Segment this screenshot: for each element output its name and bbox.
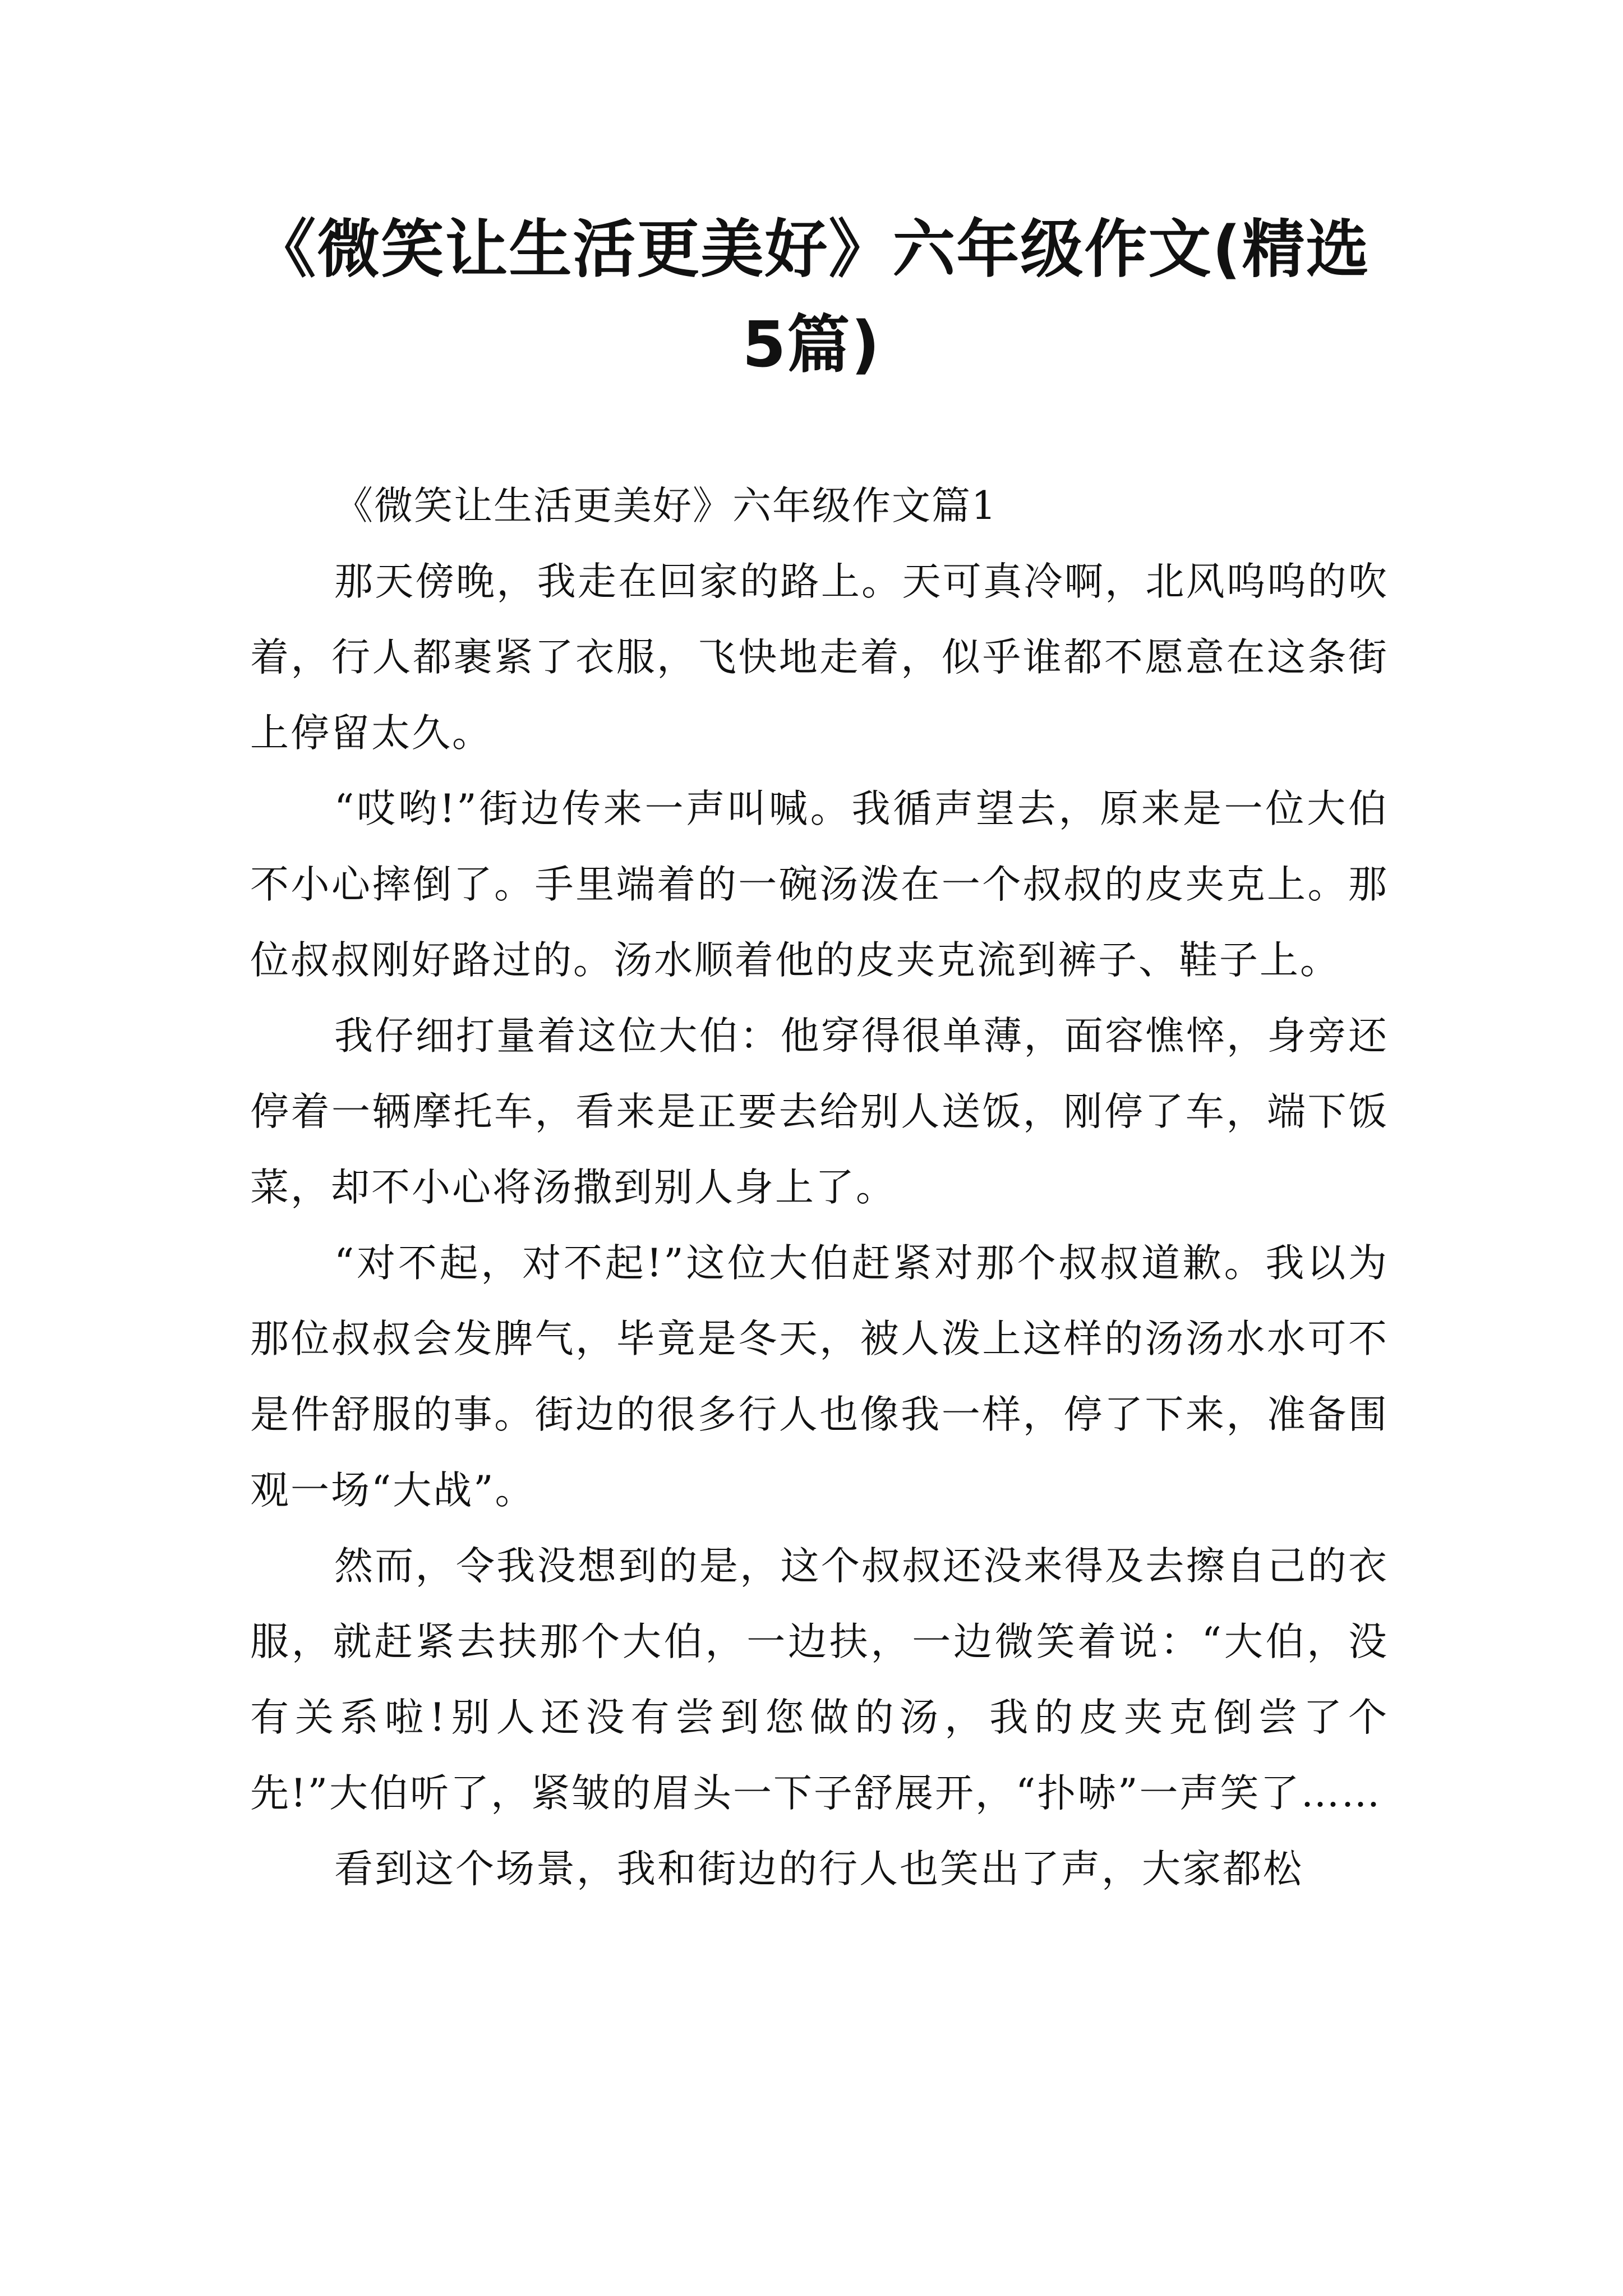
paragraph: “对不起，对不起!”这位大伯赶紧对那个叔叔道歉。我以为那位叔叔会发脾气，毕竟是冬天，被人泼上这样的汤汤水水可不是件舒服的事。街边的很多行人也像我一样，停了下来，准备围观一场“大战”。: [250, 1241, 1389, 1513]
paragraph: 我仔细打量着这位大伯：他穿得很单薄，面容憔悴，身旁还停着一辆摩托车，看来是正要去给别人送饭，刚停了车，端下饭菜，却不小心将汤撒到别人身上了。: [250, 1014, 1389, 1210]
paragraph: “哎哟!”街边传来一声叫喊。我循声望去，原来是一位大伯不小心摔倒了。手里端着的一碗汤泼在一个叔叔的皮夹克上。那位叔叔刚好路过的。汤水顺着他的皮夹克流到裤子、鞋子上。: [250, 786, 1389, 983]
document-body: [250, 468, 1389, 1907]
paragraph: 那天傍晚，我走在回家的路上。天可真冷啊，北风呜呜的吹着，行人都裹紧了衣服，飞快地走着，似乎谁都不愿意在这条街上停留太久。: [250, 559, 1389, 756]
paragraph: 看到这个场景，我和街边的行人也笑出了声，大家都松: [334, 1847, 1303, 1892]
paragraph: 然而，令我没想到的是，这个叔叔还没来得及去擦自己的衣服，就赶紧去扶那个大伯，一边扶，一边微笑着说：“大伯，没有关系啦!别人还没有尝到您做的汤，我的皮夹克倒尝了个先!”大伯听了，紧皱的眉头一下子舒展开，“扑哧”一声笑了……: [250, 1544, 1389, 1816]
document-title: 《微笑让生活更美好》六年级作文(精选5篇): [253, 213, 1370, 381]
section-heading: 《微笑让生活更美好》六年级作文篇1: [334, 484, 997, 528]
